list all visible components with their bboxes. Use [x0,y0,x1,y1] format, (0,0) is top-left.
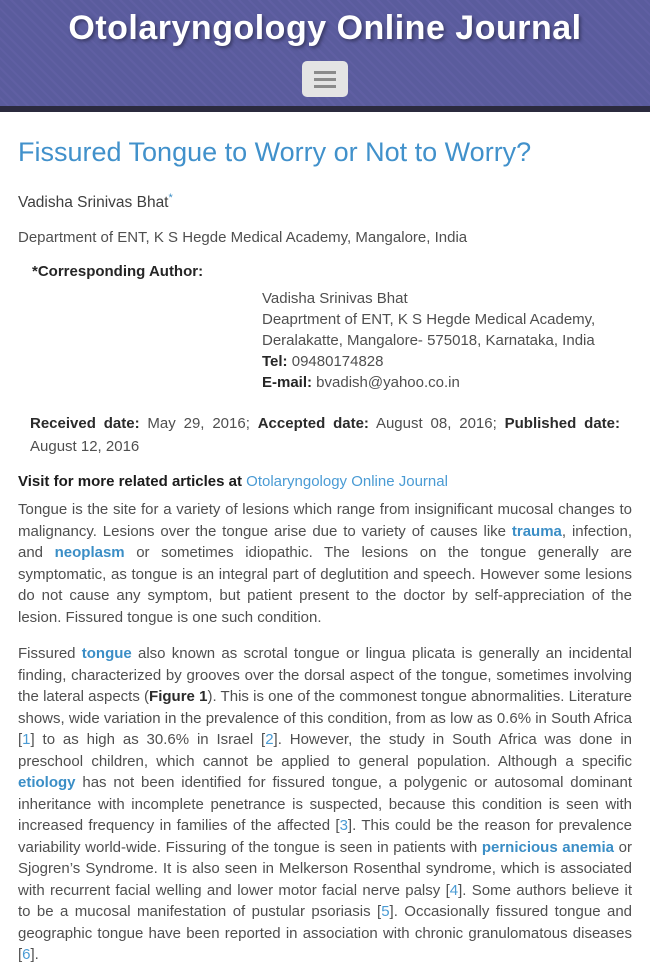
text-run: also known as scrotal tongue or lingua plicata is generally an incidental finding, characterized by grooves over the dorsal aspect of the tongue, sometimes involving the lateral aspects ( [18,645,632,706]
inline-link[interactable]: tongue [81,645,132,663]
text-run: ]. Occasionally fissured tongue and geographic tongue have been reported in association with chronic granulomatous diseases [ [18,903,632,964]
related-articles-lead: Visit for more related articles at [18,473,247,491]
citation-link[interactable]: 5 [381,903,390,921]
text-run: ]. This could be the reason for prevalence variability world-wide. Fissuring of the tongue is seen in patients with [18,817,632,856]
article-title: Fissured Tongue to Worry or Not to Worry? [18,137,532,167]
related-articles-journal-link[interactable]: Otolaryngology Online Journal [246,473,448,491]
address-line-tel [262,351,632,372]
affiliation: Department of ENT, K S Hegde Medical Academy, Mangalore, India [18,229,468,247]
corresponding-author-label: *Corresponding Author: [32,263,204,281]
citation-link[interactable]: 3 [339,817,348,835]
text-run: August 12, 2016 [30,437,140,455]
inline-link[interactable]: neoplasm [54,544,125,562]
article-content [0,137,650,966]
text-run: , infection, and [18,522,632,562]
inline-link[interactable]: trauma [511,522,562,540]
menu-toggle-button[interactable] [302,61,348,97]
tel-value: 09480174828 [287,353,384,371]
hamburger-icon [314,71,336,74]
journal-title: Otolaryngology Online Journal [68,9,582,47]
text-run: ] to as high as 30.6% in Israel [ [30,731,266,749]
paragraph [18,643,632,966]
text-run: or Sjogren’s Syndrome. It is also seen in Melkerson Rosenthal syndrome, which is associated with recurrent facial welling and lower motor facial nerve palsy [ [18,838,632,899]
author-footnote-link[interactable]: * [168,192,173,204]
text-run: May 29, 2016; [139,415,258,433]
citation-link[interactable]: 6 [22,946,31,964]
author-line [18,192,632,212]
address-line: Deralakatte, Mangalore- 575018, Karnataka, India [262,332,595,350]
email-value: bvadish@yahoo.co.in [312,374,460,392]
hamburger-icon [314,78,336,81]
address-line: Deaprtment of ENT, K S Hegde Medical Academy, [262,311,596,329]
journal-header [0,0,650,112]
text-run: Tongue is the site for a variety of lesions which range from insignificant mucosal changes to malignancy. Lesions over the tongue arise due to variety of causes like [18,501,632,540]
text-run: ]. Some authors believe it to be a mucosal manifestation of pustular psoriasis [ [18,881,632,921]
inline-link[interactable]: etiology [18,774,76,792]
related-articles-line [18,473,632,490]
address-line-email [262,372,632,393]
corresponding-address [262,288,632,393]
text-run: ]. [30,946,39,964]
citation-link[interactable]: 2 [265,731,274,749]
bold-text: Received date: [30,415,140,433]
citation-link[interactable]: 4 [449,881,459,899]
text-run: Fissured [18,645,82,663]
paragraph [18,499,632,628]
email-label: E-mail: [262,374,313,392]
bold-text: Figure 1 [149,688,208,706]
text-run: or sometimes idiopathic. The lesions on the tongue generally are symptomatic, as tongue is an integral part of deglutition and speech. However some lesions do not cause any symptom, but patient present to the doctor by self-appreciation of the lesion. Fissured tongue is one such condition. [18,544,632,626]
citation-link[interactable]: 1 [22,731,31,749]
tel-label: Tel: [262,353,288,371]
article-dates [30,413,620,458]
text-run: ]. However, the study in South Africa was done in preschool children, which cannot be applied to general population. Although a specific [18,731,632,770]
bold-text: Published date: [504,415,620,433]
text-run: ). This is one of the commonest tongue abnormalities. Literature shows, wide variation in the prevalence of this condition, from as low as 0.6% in South Africa [ [18,688,632,749]
inline-link[interactable]: pernicious anemia [481,838,615,856]
address-line: Vadisha Srinivas Bhat [262,290,408,308]
bold-text: Accepted date: [257,415,369,433]
text-run: August 08, 2016; [368,415,505,433]
author-name: Vadisha Srinivas Bhat [18,194,169,212]
text-run: has not been identified for fissured tongue, a polygenic or autosomal dominant inheritance with incomplete penetrance is suspected, because this condition is seen with increased frequency in families of the affected [ [18,774,632,835]
hamburger-icon [314,85,336,88]
